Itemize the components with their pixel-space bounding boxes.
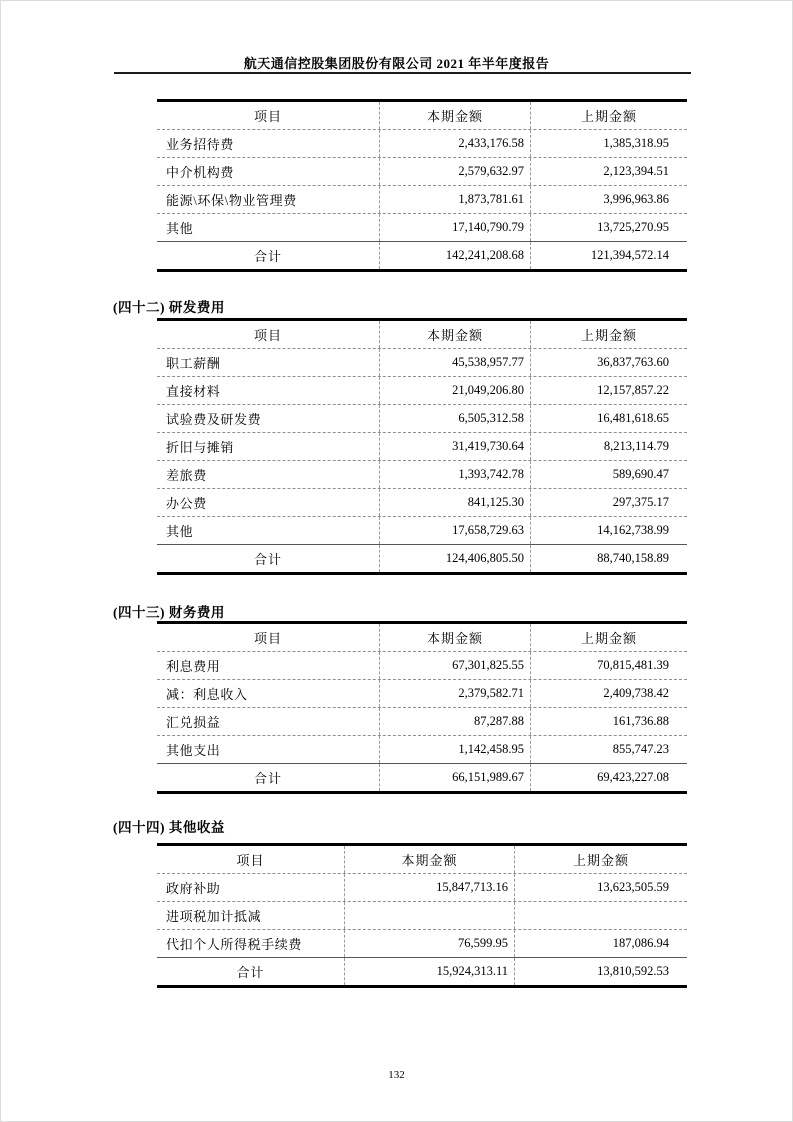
prior-amount-value: 187,086.94: [514, 930, 687, 957]
row-item-label: 汇兑损益: [166, 715, 221, 730]
row-item-label: 业务招待费: [166, 137, 235, 152]
total-label: 合计: [253, 771, 282, 786]
table-row: [157, 432, 687, 460]
table-row: [157, 901, 687, 929]
current-amount-value: 76,599.95: [344, 930, 514, 957]
section-heading-rd-expenses: (四十二) 研发费用: [113, 300, 225, 315]
current-amount-value: 841,125.30: [379, 489, 530, 516]
row-item-label: 试验费及研发费: [166, 412, 262, 427]
prior-amount-value: 589,690.47: [530, 461, 687, 488]
column-header-prior-amount: 上期金额: [530, 624, 687, 651]
table-row: [157, 185, 687, 213]
table-total-row: [157, 544, 687, 572]
row-item-label: 进项税加计抵减: [166, 909, 262, 924]
prior-amount-value: 161,736.88: [530, 708, 687, 735]
column-header-current-amount: 本期金额: [344, 846, 514, 873]
table-row: [157, 707, 687, 735]
current-amount-value: 21,049,206.80: [379, 377, 530, 404]
column-header-prior-amount: 上期金额: [530, 321, 687, 348]
prior-amount-value: 70,815,481.39: [530, 652, 687, 679]
rd-expenses-table: [157, 318, 687, 575]
row-item-label: 能源\环保\物业管理费: [166, 193, 297, 208]
table-row: [157, 157, 687, 185]
table-row: [157, 735, 687, 763]
total-label: 合计: [253, 552, 282, 567]
table-total-row: [157, 957, 687, 985]
row-item-label: 职工薪酬: [166, 356, 221, 371]
table-header-row: [157, 321, 687, 348]
total-prior-amount: 121,394,572.14: [530, 242, 687, 269]
current-amount-value: 45,538,957.77: [379, 349, 530, 376]
column-header-current-amount: 本期金额: [379, 624, 530, 651]
row-item-label: 差旅费: [166, 468, 207, 483]
row-item-label: 中介机构费: [166, 165, 235, 180]
financial-expenses-table: [157, 621, 687, 794]
row-item-label: 其他支出: [166, 743, 221, 758]
column-header-item: 项目: [253, 328, 282, 343]
current-amount-value: 1,393,742.78: [379, 461, 530, 488]
prior-amount-value: 855,747.23: [530, 736, 687, 763]
row-item-label: 其他: [166, 221, 194, 236]
table-row: [157, 488, 687, 516]
table-header-row: [157, 846, 687, 873]
column-header-current-amount: 本期金额: [379, 102, 530, 129]
header-divider: [114, 72, 691, 74]
current-amount-value: 17,658,729.63: [379, 517, 530, 544]
table-header-row: [157, 102, 687, 129]
prior-amount-value: 1,385,318.95: [530, 130, 687, 157]
total-prior-amount: 69,423,227.08: [530, 764, 687, 791]
current-amount-value: 87,287.88: [379, 708, 530, 735]
table-total-row: [157, 241, 687, 269]
current-amount-value: 1,873,781.61: [379, 186, 530, 213]
prior-amount-value: 2,123,394.51: [530, 158, 687, 185]
table-row: [157, 348, 687, 376]
prior-amount-value: 2,409,738.42: [530, 680, 687, 707]
section-heading-financial-expenses: (四十三) 财务费用: [113, 605, 225, 620]
prior-amount-value: 13,725,270.95: [530, 214, 687, 241]
total-current-amount: 124,406,805.50: [379, 545, 530, 572]
total-label: 合计: [236, 965, 265, 980]
total-current-amount: 66,151,989.67: [379, 764, 530, 791]
prior-amount-value: 12,157,857.22: [530, 377, 687, 404]
table-row: [157, 873, 687, 901]
current-amount-value: 31,419,730.64: [379, 433, 530, 460]
expense-detail-table: [157, 99, 687, 272]
table-row: [157, 651, 687, 679]
column-header-prior-amount: 上期金额: [514, 846, 687, 873]
total-label: 合计: [253, 249, 282, 264]
row-item-label: 折旧与摊销: [166, 440, 235, 455]
current-amount-value: 15,847,713.16: [344, 874, 514, 901]
row-item-label: 减：利息收入: [166, 687, 248, 702]
current-amount-value: 2,379,582.71: [379, 680, 530, 707]
table-row: [157, 376, 687, 404]
current-amount-value: [344, 902, 514, 929]
other-income-table: [157, 843, 687, 988]
section-heading-other-income: (四十四) 其他收益: [113, 820, 225, 835]
prior-amount-value: 16,481,618.65: [530, 405, 687, 432]
total-current-amount: 142,241,208.68: [379, 242, 530, 269]
prior-amount-value: 297,375.17: [530, 489, 687, 516]
table-total-row: [157, 763, 687, 791]
current-amount-value: 2,579,632.97: [379, 158, 530, 185]
row-item-label: 办公费: [166, 496, 207, 511]
current-amount-value: 2,433,176.58: [379, 130, 530, 157]
table-row: [157, 213, 687, 241]
table-row: [157, 129, 687, 157]
row-item-label: 代扣个人所得税手续费: [166, 937, 303, 952]
current-amount-value: 6,505,312.58: [379, 405, 530, 432]
current-amount-value: 1,142,458.95: [379, 736, 530, 763]
table-header-row: [157, 624, 687, 651]
prior-amount-value: 8,213,114.79: [530, 433, 687, 460]
row-item-label: 其他: [166, 524, 194, 539]
column-header-prior-amount: 上期金额: [530, 102, 687, 129]
page-number: 132: [388, 1069, 405, 1081]
table-row: [157, 929, 687, 957]
row-item-label: 直接材料: [166, 384, 221, 399]
table-row: [157, 516, 687, 544]
column-header-item: 项目: [253, 109, 282, 124]
prior-amount-value: 36,837,763.60: [530, 349, 687, 376]
report-header-title: 航天通信控股集团股份有限公司 2021 年半年度报告: [243, 56, 550, 71]
table-row: [157, 679, 687, 707]
column-header-item: 项目: [236, 853, 265, 868]
prior-amount-value: 13,623,505.59: [514, 874, 687, 901]
prior-amount-value: 14,162,738.99: [530, 517, 687, 544]
current-amount-value: 67,301,825.55: [379, 652, 530, 679]
total-prior-amount: 13,810,592.53: [514, 958, 687, 985]
total-prior-amount: 88,740,158.89: [530, 545, 687, 572]
column-header-current-amount: 本期金额: [379, 321, 530, 348]
row-item-label: 政府补助: [166, 881, 221, 896]
total-current-amount: 15,924,313.11: [344, 958, 514, 985]
current-amount-value: 17,140,790.79: [379, 214, 530, 241]
table-row: [157, 404, 687, 432]
prior-amount-value: [514, 902, 687, 929]
row-item-label: 利息费用: [166, 659, 221, 674]
column-header-item: 项目: [253, 631, 282, 646]
table-row: [157, 460, 687, 488]
prior-amount-value: 3,996,963.86: [530, 186, 687, 213]
